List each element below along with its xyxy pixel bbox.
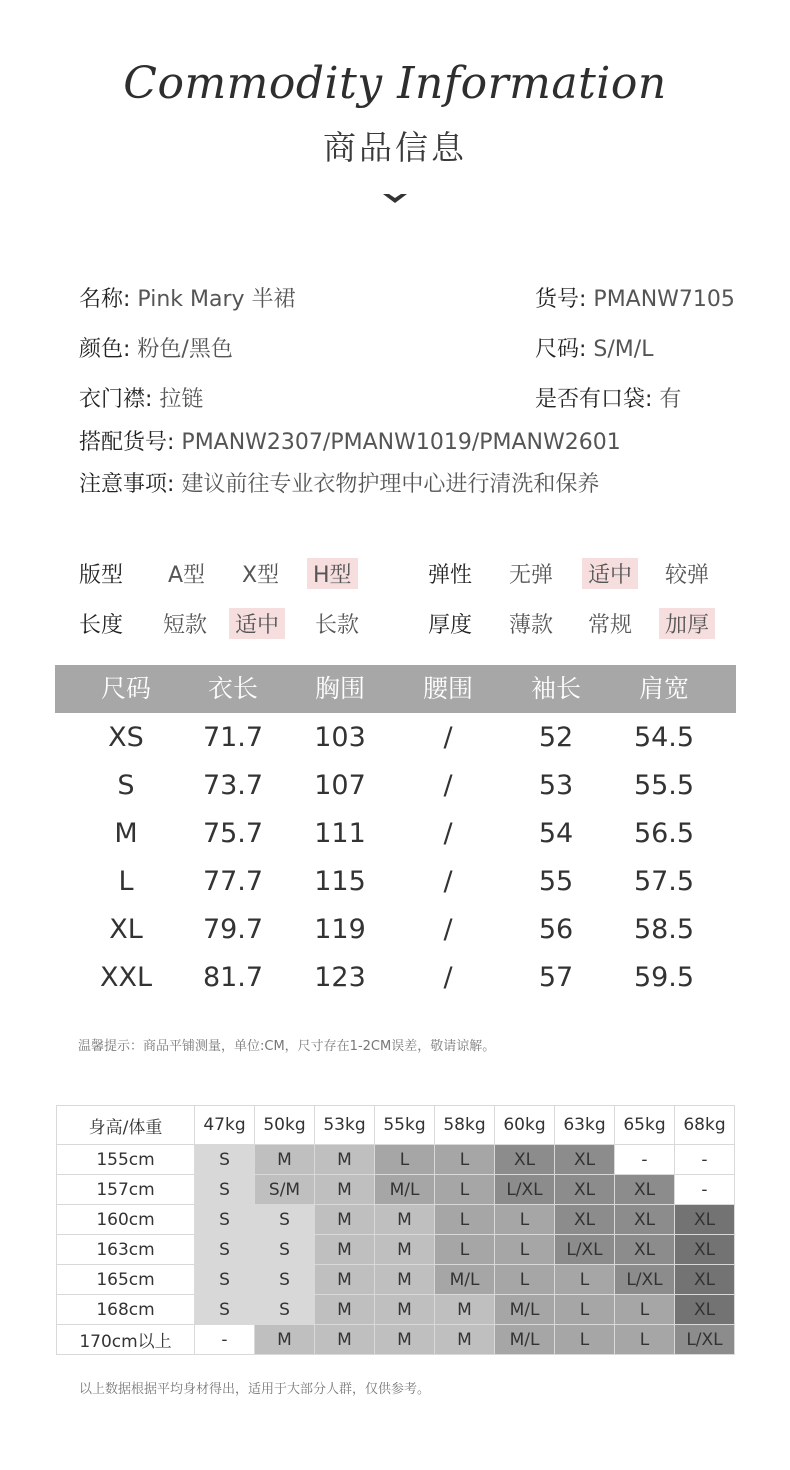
size-table-row [55,906,736,954]
recommended-size-cell: L [615,1295,675,1325]
size-table-row [55,954,736,1002]
size-table-row [55,810,736,858]
info-closure [79,382,203,413]
attr-elastic-option-medium-selected: 适中 [582,558,638,589]
info-match-label: 搭配货号: [79,430,175,455]
chevron-down-icon-notch [389,194,401,198]
recommended-size-cell: XL [675,1205,735,1235]
weight-table-note: 以上数据根据平均身材得出，适用于大部分人群，仅供参考。 [79,1382,431,1397]
weight-header-cell: 63kg [555,1106,615,1145]
recommended-size-cell: L [435,1235,495,1265]
attr-length-option-long: 长款 [315,613,360,638]
size-cell: / [443,866,453,897]
recommended-size-cell: M [375,1205,435,1235]
recommended-size-cell: L/XL [675,1325,735,1355]
size-cell: 73.7 [202,770,264,801]
recommended-size-cell: M [435,1295,495,1325]
height-cell: 163cm [57,1235,195,1265]
weight-table-row [57,1235,735,1265]
size-table-row [55,858,736,906]
recommended-size-cell: M [375,1235,435,1265]
attr-fit-option-h-selected: H型 [307,558,358,589]
size-header-cell: 腰围 [422,674,473,703]
weight-table-row [57,1325,735,1355]
height-cell: 155cm [57,1145,195,1175]
recommended-size-cell: L/XL [495,1175,555,1205]
weight-header-cell: 68kg [675,1106,735,1145]
title-english: Commodity Information [123,58,667,109]
info-color-label: 颜色: [79,337,131,362]
recommended-size-cell: M [315,1205,375,1235]
size-cell: 79.7 [202,914,264,945]
recommended-size-cell: M [375,1325,435,1355]
attr-fit-option-a: A型 [168,563,206,588]
recommended-size-cell: M [315,1295,375,1325]
recommended-size-cell: L [615,1325,675,1355]
weight-header-cell: 58kg [435,1106,495,1145]
size-cell: 56.5 [633,818,695,849]
recommended-size-cell: L [555,1295,615,1325]
size-cell: 59.5 [633,962,695,993]
info-match-value: PMANW2307/PMANW1019/PMANW2601 [181,430,621,455]
size-header-cell: 尺码 [100,674,151,703]
size-table-row [55,762,736,810]
recommended-size-cell: L [495,1205,555,1235]
info-size-label: 尺码: [535,337,587,362]
size-cell: 54.5 [633,722,695,753]
info-sku [535,282,735,313]
attr-elastic-option-high: 较弹 [665,563,710,588]
size-cell: XXL [99,962,153,993]
size-header-cell: 袖长 [530,674,581,703]
attr-thickness-option-regular: 常规 [588,613,633,638]
recommended-size-cell: M/L [495,1295,555,1325]
recommended-size-cell: - [615,1145,675,1175]
size-cell: 54 [538,818,574,849]
weight-table-header-row [57,1106,735,1145]
recommended-size-cell: - [675,1175,735,1205]
recommended-size-cell: S [195,1295,255,1325]
size-table-note: 温馨提示：商品平铺测量，单位:CM，尺寸存在1-2CM误差，敬请谅解。 [78,1039,496,1054]
recommended-size-cell: M [315,1145,375,1175]
recommended-size-cell: S [195,1175,255,1205]
height-cell: 157cm [57,1175,195,1205]
attr-thickness-option-thin: 薄款 [509,613,554,638]
recommended-size-cell: S [255,1295,315,1325]
weight-table-row [57,1145,735,1175]
recommended-size-cell: S [195,1235,255,1265]
recommended-size-cell: M [255,1145,315,1175]
size-cell: 55 [538,866,574,897]
size-cell: / [443,722,453,753]
weight-header-cell: 65kg [615,1106,675,1145]
recommended-size-cell: - [675,1145,735,1175]
attr-length-option-medium-selected: 适中 [229,608,285,639]
recommended-size-cell: M/L [495,1325,555,1355]
info-sku-label: 货号: [535,287,587,312]
size-cell: 123 [314,962,366,993]
info-name-label: 名称: [79,287,131,312]
info-name [79,282,296,313]
info-pocket-label: 是否有口袋: [535,387,653,412]
attr-fit-option-x: X型 [242,563,280,588]
recommended-size-cell: XL [555,1205,615,1235]
recommended-size-cell: L [435,1145,495,1175]
recommended-size-cell: XL [675,1235,735,1265]
size-cell: S [117,770,135,801]
info-match [79,425,621,456]
weight-table-row [57,1265,735,1295]
info-care [79,467,599,498]
attr-thickness-option-thick-selected: 加厚 [659,608,715,639]
info-color-value: 粉色/黑色 [137,337,233,362]
info-sku-value: PMANW7105 [593,287,735,312]
attr-length-label: 长度 [79,613,124,638]
attr-elastic-label: 弹性 [428,563,473,588]
weight-table-corner: 身高/体重 [57,1106,195,1145]
size-cell: 103 [314,722,366,753]
recommended-size-cell: L [555,1265,615,1295]
recommended-size-cell: S [195,1265,255,1295]
info-care-value: 建议前往专业衣物护理中心进行清洗和保养 [181,472,600,497]
recommended-size-cell: L [555,1325,615,1355]
recommended-size-cell: XL [555,1145,615,1175]
info-closure-label: 衣门襟: [79,387,153,412]
recommended-size-cell: M [375,1265,435,1295]
size-cell: XL [109,914,143,945]
info-name-value: Pink Mary 半裙 [137,287,296,312]
size-cell: 81.7 [202,962,264,993]
weight-header-cell: 55kg [375,1106,435,1145]
recommended-size-cell: XL [615,1175,675,1205]
size-cell: 57.5 [633,866,695,897]
recommended-size-cell: S [255,1265,315,1295]
attr-thickness-label: 厚度 [428,613,473,638]
recommended-size-cell: M [315,1235,375,1265]
recommended-size-cell: M/L [375,1175,435,1205]
recommended-size-cell: L [435,1205,495,1235]
recommended-size-cell: L/XL [555,1235,615,1265]
size-cell: M [114,818,138,849]
recommended-size-cell: M [315,1175,375,1205]
height-cell: 165cm [57,1265,195,1295]
recommended-size-cell: L [495,1265,555,1295]
recommended-size-cell: M [315,1265,375,1295]
recommended-size-cell: S [195,1205,255,1235]
recommended-size-cell: M [315,1325,375,1355]
size-cell: 111 [314,818,366,849]
recommended-size-cell: XL [675,1265,735,1295]
size-cell: 75.7 [202,818,264,849]
weight-table-row [57,1205,735,1235]
info-closure-value: 拉链 [159,387,204,412]
size-cell: / [443,770,453,801]
weight-header-cell: 60kg [495,1106,555,1145]
size-cell: 52 [538,722,574,753]
recommended-size-cell: S [255,1205,315,1235]
info-pocket-value: 有 [659,387,682,412]
weight-header-cell: 47kg [195,1106,255,1145]
info-care-label: 注意事项: [79,472,175,497]
recommended-size-cell: S [195,1145,255,1175]
recommended-size-cell: XL [615,1235,675,1265]
size-table-header [55,665,736,713]
weight-header-cell: 50kg [255,1106,315,1145]
info-size [535,332,653,363]
height-weight-table [56,1105,735,1355]
recommended-size-cell: M/L [435,1265,495,1295]
size-header-cell: 衣长 [207,674,258,703]
recommended-size-cell: XL [615,1205,675,1235]
recommended-size-cell: XL [675,1295,735,1325]
weight-table-row [57,1175,735,1205]
recommended-size-cell: L/XL [615,1265,675,1295]
recommended-size-cell: L [495,1235,555,1265]
weight-header-cell: 53kg [315,1106,375,1145]
recommended-size-cell: M [375,1295,435,1325]
size-cell: 77.7 [202,866,264,897]
size-cell: L [118,866,134,897]
height-cell: 170cm以上 [57,1325,195,1355]
size-cell: / [443,914,453,945]
height-cell: 160cm [57,1205,195,1235]
size-cell: 107 [314,770,366,801]
size-table-row [55,714,736,762]
recommended-size-cell: M [255,1325,315,1355]
size-header-cell: 胸围 [314,674,365,703]
size-cell: / [443,962,453,993]
title-chinese: 商品信息 [323,128,467,167]
info-color [79,332,233,363]
attr-fit-label: 版型 [79,563,124,588]
size-cell: XS [108,722,144,753]
size-cell: 55.5 [633,770,695,801]
info-pocket [535,382,681,413]
recommended-size-cell: - [195,1325,255,1355]
size-cell: 57 [538,962,574,993]
recommended-size-cell: L [435,1175,495,1205]
recommended-size-cell: M [435,1325,495,1355]
size-cell: 71.7 [202,722,264,753]
height-cell: 168cm [57,1295,195,1325]
attr-elastic-option-none: 无弹 [509,563,554,588]
size-header-cell: 肩宽 [638,674,689,703]
size-cell: / [443,818,453,849]
size-cell: 53 [538,770,574,801]
attr-length-option-short: 短款 [163,613,208,638]
size-cell: 58.5 [633,914,695,945]
size-cell: 56 [538,914,574,945]
size-cell: 119 [314,914,366,945]
weight-table-row [57,1295,735,1325]
recommended-size-cell: XL [555,1175,615,1205]
size-cell: 115 [314,866,366,897]
recommended-size-cell: XL [495,1145,555,1175]
recommended-size-cell: L [375,1145,435,1175]
recommended-size-cell: S [255,1235,315,1265]
info-size-value: S/M/L [593,337,654,362]
recommended-size-cell: S/M [255,1175,315,1205]
